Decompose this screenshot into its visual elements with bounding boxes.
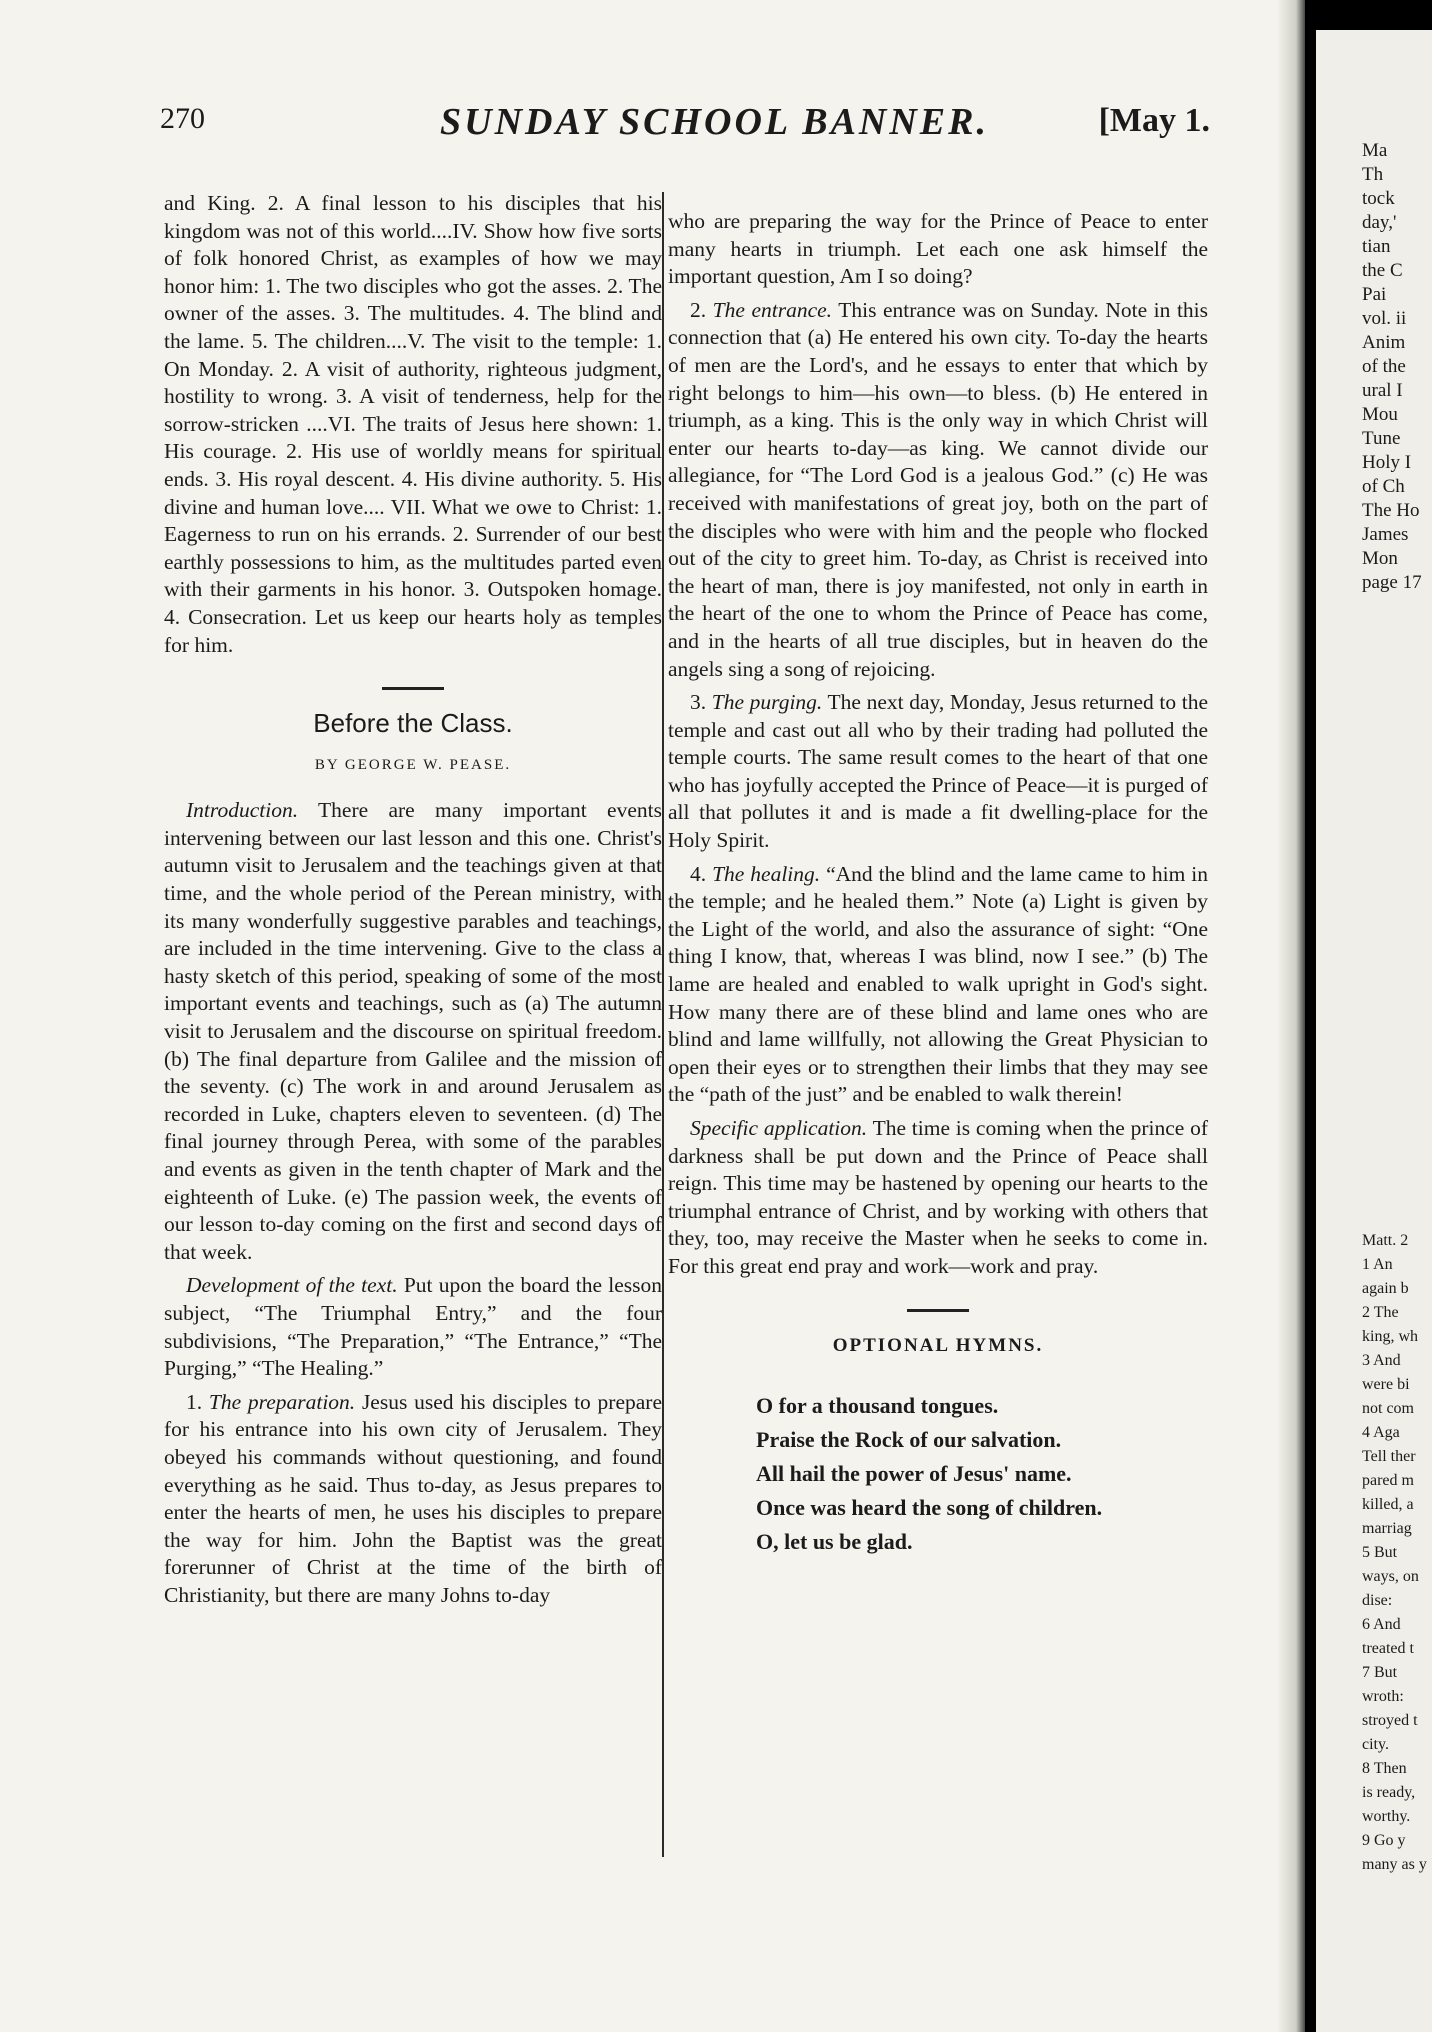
adjacent-page-line: Matt. 2	[1362, 1232, 1409, 1249]
section-divider	[382, 687, 444, 690]
adjacent-page-line: 9 Go y	[1362, 1832, 1406, 1849]
adjacent-page-line: is ready,	[1362, 1784, 1416, 1801]
adjacent-page-line: city.	[1362, 1736, 1389, 1753]
adjacent-page-line: 1 An	[1362, 1256, 1393, 1273]
adjacent-page-line: page 17	[1362, 572, 1422, 593]
adjacent-page-line: The Ho	[1362, 500, 1420, 521]
adjacent-page-line: treated t	[1362, 1640, 1414, 1657]
adjacent-page-line: tock	[1362, 188, 1395, 209]
paragraph-preparation: 1. The preparation. Jesus used his disciples to prepare for his entrance into his own city of Jerusalem. They obeyed his commands without questioning, and found everything as he said. Thus to-day, as Jesus prepares to enter the hearts of men, he uses his disciples to prepare the way for him. John the Baptist was the great forerunner of Christ at the time of the birth of Christianity, but there are many Johns to-day	[164, 1389, 662, 1607]
paragraph-lead: The healing.	[712, 861, 821, 886]
issue-date: [May 1.	[1098, 102, 1210, 139]
adjacent-page-line: 5 But	[1362, 1544, 1398, 1561]
left-column	[164, 190, 662, 1616]
adjacent-page-line: wroth:	[1362, 1688, 1404, 1705]
adjacent-page-line: 7 But	[1362, 1664, 1398, 1681]
adjacent-page-line: were bi	[1362, 1376, 1410, 1393]
paragraph-introduction: Introduction. There are many important events intervening between our last lesson and this one. Christ's autumn visit to Jerusalem and the teachings given at that time, and the whole period of the Perean ministry, with its many wonderfully suggestive parables and teachings, are included in the time intervening. Give to the class a hasty sketch of this period, speaking of some of the most important events and teachings, such as (a) The autumn visit to Jerusalem and the discourse on spiritual freedom. (b) The final departure from Galilee and the mission of the seventy. (c) The work in and around Jerusalem as recorded in Luke, chapters eleven to seventeen. (d) The final journey through Perea, with some of the parables and events as given in the tenth chapter of Mark and the eighteenth of Luke. (e) The passion week, the events of our lesson to-day coming on the first and second days of that week.	[164, 798, 662, 1264]
page-header	[160, 102, 1210, 162]
adjacent-page-line: Th	[1362, 164, 1384, 185]
paragraph-lead: The preparation.	[208, 1389, 356, 1414]
paragraph-development: Development of the text. Put upon the board the lesson subject, “The Triumphal Entry,” and the four subdivisions, “The Preparation,” “The Entrance,” “The Purging,” “The Healing.”	[164, 1273, 662, 1381]
byline: BY GEORGE W. PEASE.	[314, 756, 512, 773]
adjacent-page-line: king, wh	[1362, 1328, 1418, 1345]
adjacent-page-line: again b	[1362, 1280, 1409, 1297]
right-column	[668, 208, 1208, 1559]
adjacent-page-line: ways, on	[1362, 1568, 1419, 1585]
hymn-item: O, let us be glad.	[756, 1529, 913, 1555]
hymn-list	[668, 1389, 1208, 1559]
paragraph-entrance: 2. The entrance. This entrance was on Sunday. Note in this connection that (a) He entered his own city. To-day the hearts of men are the Lord's, and he essays to enter that which by right belongs to him—his own—to bless. (b) He entered in triumph, as a king. This is the only way in which Christ will enter our hearts to-day—as king. We cannot divide our allegiance, for “The Lord God is a jealous God.” (c) He was received with manifestations of great joy, both on the part of the disciples who were with him and the people who flocked out of the city to greet him. To-day, as Christ is received into the heart of man, there is joy manifested, not only in earth in the heart of the one to whom the Prince of Peace has come, and in the hearts of all true disciples, but in heaven do the angels sing a song of rejoicing.	[668, 297, 1209, 681]
adjacent-page-line: pared m	[1362, 1472, 1414, 1489]
hymn-item: Praise the Rock of our salvation.	[756, 1427, 1062, 1453]
running-title: SUNDAY SCHOOL BANNER.	[440, 101, 990, 143]
adjacent-page-line: dise:	[1362, 1592, 1393, 1609]
adjacent-page-line: 8 Then	[1362, 1760, 1407, 1777]
adjacent-page-line: ural I	[1362, 380, 1403, 401]
paragraph-lead: Introduction.	[186, 798, 299, 823]
adjacent-page-line: stroyed t	[1362, 1712, 1418, 1729]
adjacent-page-line: Ma	[1362, 140, 1388, 161]
adjacent-page-line: of the	[1362, 356, 1406, 377]
hymns-title: OPTIONAL HYMNS.	[832, 1334, 1044, 1356]
paragraph-lead: Development of the text.	[186, 1273, 398, 1298]
adjacent-page-line: 4 Aga	[1362, 1424, 1400, 1441]
adjacent-page-line: Mou	[1362, 404, 1398, 425]
section-divider	[907, 1309, 969, 1312]
column-rule	[662, 192, 664, 1857]
adjacent-page-line: 6 And	[1362, 1616, 1401, 1633]
adjacent-page-line: marriag	[1362, 1520, 1412, 1537]
hymn-item: Once was heard the song of children.	[756, 1495, 1103, 1521]
adjacent-page-line: worthy.	[1362, 1808, 1411, 1825]
paragraph-healing: 4. The healing. “And the blind and the lame came to him in the temple; and he healed them.” Note (a) Light is given by the Light of the world, and also the assurance of sight: “One thing I know, that, whereas I was blind, now I see.” (b) The lame are healed and enabled to walk upright in God's sight. How many there are of these blind and lame ones who are blind and lame willfully, not allowing the Great Physician to open their eyes or to strengthen their limbs that they may see the “path of the just” and be enabled to walk therein!	[668, 861, 1208, 1107]
adjacent-page-line: Tell ther	[1362, 1448, 1416, 1465]
paragraph-lead: The entrance.	[712, 297, 833, 322]
adjacent-page-line: vol. ii	[1362, 308, 1407, 329]
adjacent-page-line: James	[1362, 524, 1409, 545]
page-number: 270	[160, 102, 205, 135]
adjacent-page-line: many as y	[1362, 1856, 1427, 1873]
paragraph-lead: Specific application.	[690, 1116, 868, 1140]
hymn-item: O for a thousand tongues.	[756, 1393, 999, 1419]
adjacent-page-line: 2 The	[1362, 1304, 1399, 1321]
paragraph: and King. 2. A final lesson to his disciples that his kingdom was not of this world....IV. Show how five sorts of folk honored Christ, as examples of how we may honor him: 1. The two disciples who got the asses. 2. The owner of the asses. 3. The multitudes. 4. The blind and the lame. 5. The children....V. The visit to the temple: 1. On Monday. 2. A visit of authority, righteous judgment, hostility to wrong. 3. A visit of tenderness, help for the sorrow-stricken ....VI. The traits of Jesus here shown: 1. His courage. 2. His use of worldly means for spiritual ends. 3. His royal descent. 4. His divine authority. 5. His divine and human love.... VII. What we owe to Christ: 1. Eagerness to run on his errands. 2. Surrender of our best earthly possessions to him, as the multitudes parted even with their garments in his honor. 3. Outspoken homage. 4. Consecration. Let us keep our hearts holy as temples for him.	[164, 191, 662, 657]
paragraph: who are preparing the way for the Prince of Peace to enter many hearts in triumph. Let each one ask himself the important question, Am I so doing?	[668, 209, 1208, 289]
section-title: Before the Class.	[313, 708, 513, 739]
paragraph-lead: The purging.	[711, 690, 823, 715]
adjacent-page-line: Holy I	[1362, 452, 1412, 473]
adjacent-page-line: day,'	[1362, 212, 1397, 233]
adjacent-page-fragment	[1316, 30, 1432, 2032]
adjacent-page-line: of Ch	[1362, 476, 1405, 497]
adjacent-page-line: 3 And	[1362, 1352, 1401, 1369]
paragraph-application: Specific application. The time is coming when the prince of darkness shall be put down and the Prince of Peace shall reign. This time may be hastened by opening our hearts to the triumphal entrance of Christ, and by working with others that they, too, may receive the Master when he seeks to come in. For this great end pray and work—work and pray.	[668, 1116, 1208, 1278]
adjacent-page-line: Anim	[1362, 332, 1406, 353]
adjacent-page-line: Tune	[1362, 428, 1401, 449]
page-edge-shadow	[1278, 0, 1305, 2032]
adjacent-page-line: tian	[1362, 236, 1391, 257]
adjacent-page-line: Pai	[1362, 284, 1387, 305]
paragraph-purging: 3. The purging. The next day, Monday, Jesus returned to the temple and cast out all who by their trading had polluted the temple courts. The same result comes to the heart of that one who has joyfully accepted the Prince of Peace—it is purged of all that pollutes it and is made a fit dwelling-place for the Holy Spirit.	[668, 690, 1208, 853]
adjacent-page-line: Mon	[1362, 548, 1398, 569]
adjacent-page-line: the C	[1362, 260, 1403, 281]
adjacent-page-line: killed, a	[1362, 1496, 1414, 1513]
adjacent-page-line: not com	[1362, 1400, 1414, 1417]
hymn-item: All hail the power of Jesus' name.	[756, 1461, 1072, 1487]
